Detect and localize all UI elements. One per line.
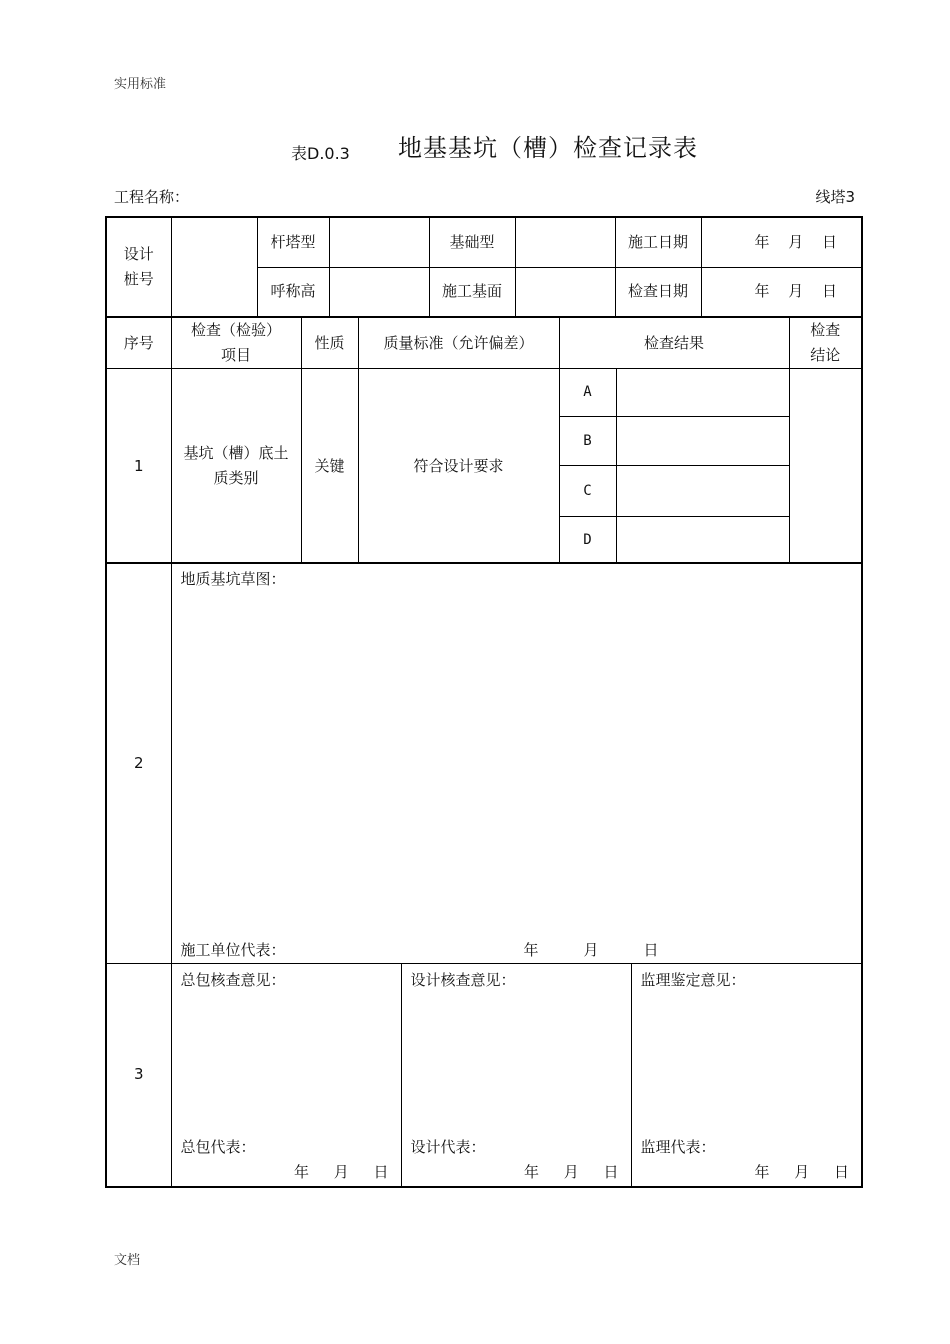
construction-rep-date: 年 月 日 xyxy=(523,941,659,959)
general-rep-date: 年 月 日 xyxy=(293,1162,389,1181)
project-name-label: 工程名称： xyxy=(114,188,190,206)
nominal-height-value[interactable] xyxy=(329,267,429,317)
opinion-table xyxy=(105,963,863,1188)
line-tower-label: 线塔3 xyxy=(815,188,855,206)
design-pile-label: 设计 桩号 xyxy=(106,217,171,317)
col-conclusion: 检查 结论 xyxy=(789,318,862,369)
point-label: A xyxy=(559,369,616,417)
col-nature: 性质 xyxy=(301,318,358,369)
design-opinion-cell[interactable] xyxy=(401,964,631,1187)
page-header: 实用标准 xyxy=(114,77,167,92)
construction-date-value[interactable]: 年 月 日 xyxy=(701,217,862,267)
result-d-value[interactable] xyxy=(616,517,789,564)
row1-seq: 1 xyxy=(106,369,171,564)
row3-seq: 3 xyxy=(106,964,171,1187)
row1-standard: 符合设计要求 xyxy=(358,369,559,564)
table-code: 表D.0.3 xyxy=(291,144,350,163)
construction-base-label: 施工基面 xyxy=(429,267,515,317)
design-opinion-label: 设计核查意见： xyxy=(410,971,516,989)
nominal-height-label: 呼称高 xyxy=(257,267,329,317)
row1-item: 基坑（槽）底土 质类别 xyxy=(171,369,301,564)
result-a-value[interactable] xyxy=(616,369,789,417)
col-result: 检查结果 xyxy=(559,318,789,369)
row1-nature: 关键 xyxy=(301,369,358,564)
col-standard: 质量标准（允许偏差） xyxy=(358,318,559,369)
result-c-value[interactable] xyxy=(616,466,789,517)
general-rep-label: 总包代表： xyxy=(180,1137,256,1156)
point-label: C xyxy=(559,466,616,517)
design-pile-value[interactable] xyxy=(171,217,257,317)
supervision-rep-label: 监理代表： xyxy=(640,1137,716,1156)
construction-base-value[interactable] xyxy=(515,267,615,317)
page-title: 地基基坑（槽）检查记录表 xyxy=(398,134,698,162)
row1-conclusion[interactable] xyxy=(789,369,862,564)
design-rep-label: 设计代表： xyxy=(410,1137,486,1156)
col-seq: 序号 xyxy=(106,318,171,369)
foundation-type-label: 基础型 xyxy=(429,217,515,267)
sketch-table xyxy=(105,562,863,964)
foundation-type-value[interactable] xyxy=(515,217,615,267)
point-label: D xyxy=(559,517,616,564)
page-footer: 文档 xyxy=(114,1253,141,1268)
result-b-value[interactable] xyxy=(616,417,789,466)
inspection-date-label: 检查日期 xyxy=(615,267,701,317)
col-item: 检查（检验） 项目 xyxy=(171,318,301,369)
construction-rep-label: 施工单位代表： xyxy=(180,941,286,959)
general-opinion-label: 总包核查意见： xyxy=(180,971,286,989)
construction-date-label: 施工日期 xyxy=(615,217,701,267)
row2-seq: 2 xyxy=(106,563,171,964)
info-table xyxy=(105,216,863,318)
inspection-table xyxy=(105,317,863,564)
sketch-area[interactable] xyxy=(171,563,862,964)
inspection-date-value[interactable]: 年 月 日 xyxy=(701,267,862,317)
point-label: B xyxy=(559,417,616,466)
tower-type-label: 杆塔型 xyxy=(257,217,329,267)
supervision-opinion-label: 监理鉴定意见： xyxy=(640,971,746,989)
tower-type-value[interactable] xyxy=(329,217,429,267)
design-rep-date: 年 月 日 xyxy=(523,1162,619,1181)
sketch-label: 地质基坑草图： xyxy=(180,570,286,588)
general-opinion-cell[interactable] xyxy=(171,964,401,1187)
supervision-opinion-cell[interactable] xyxy=(631,964,862,1187)
supervision-rep-date: 年 月 日 xyxy=(754,1162,849,1181)
